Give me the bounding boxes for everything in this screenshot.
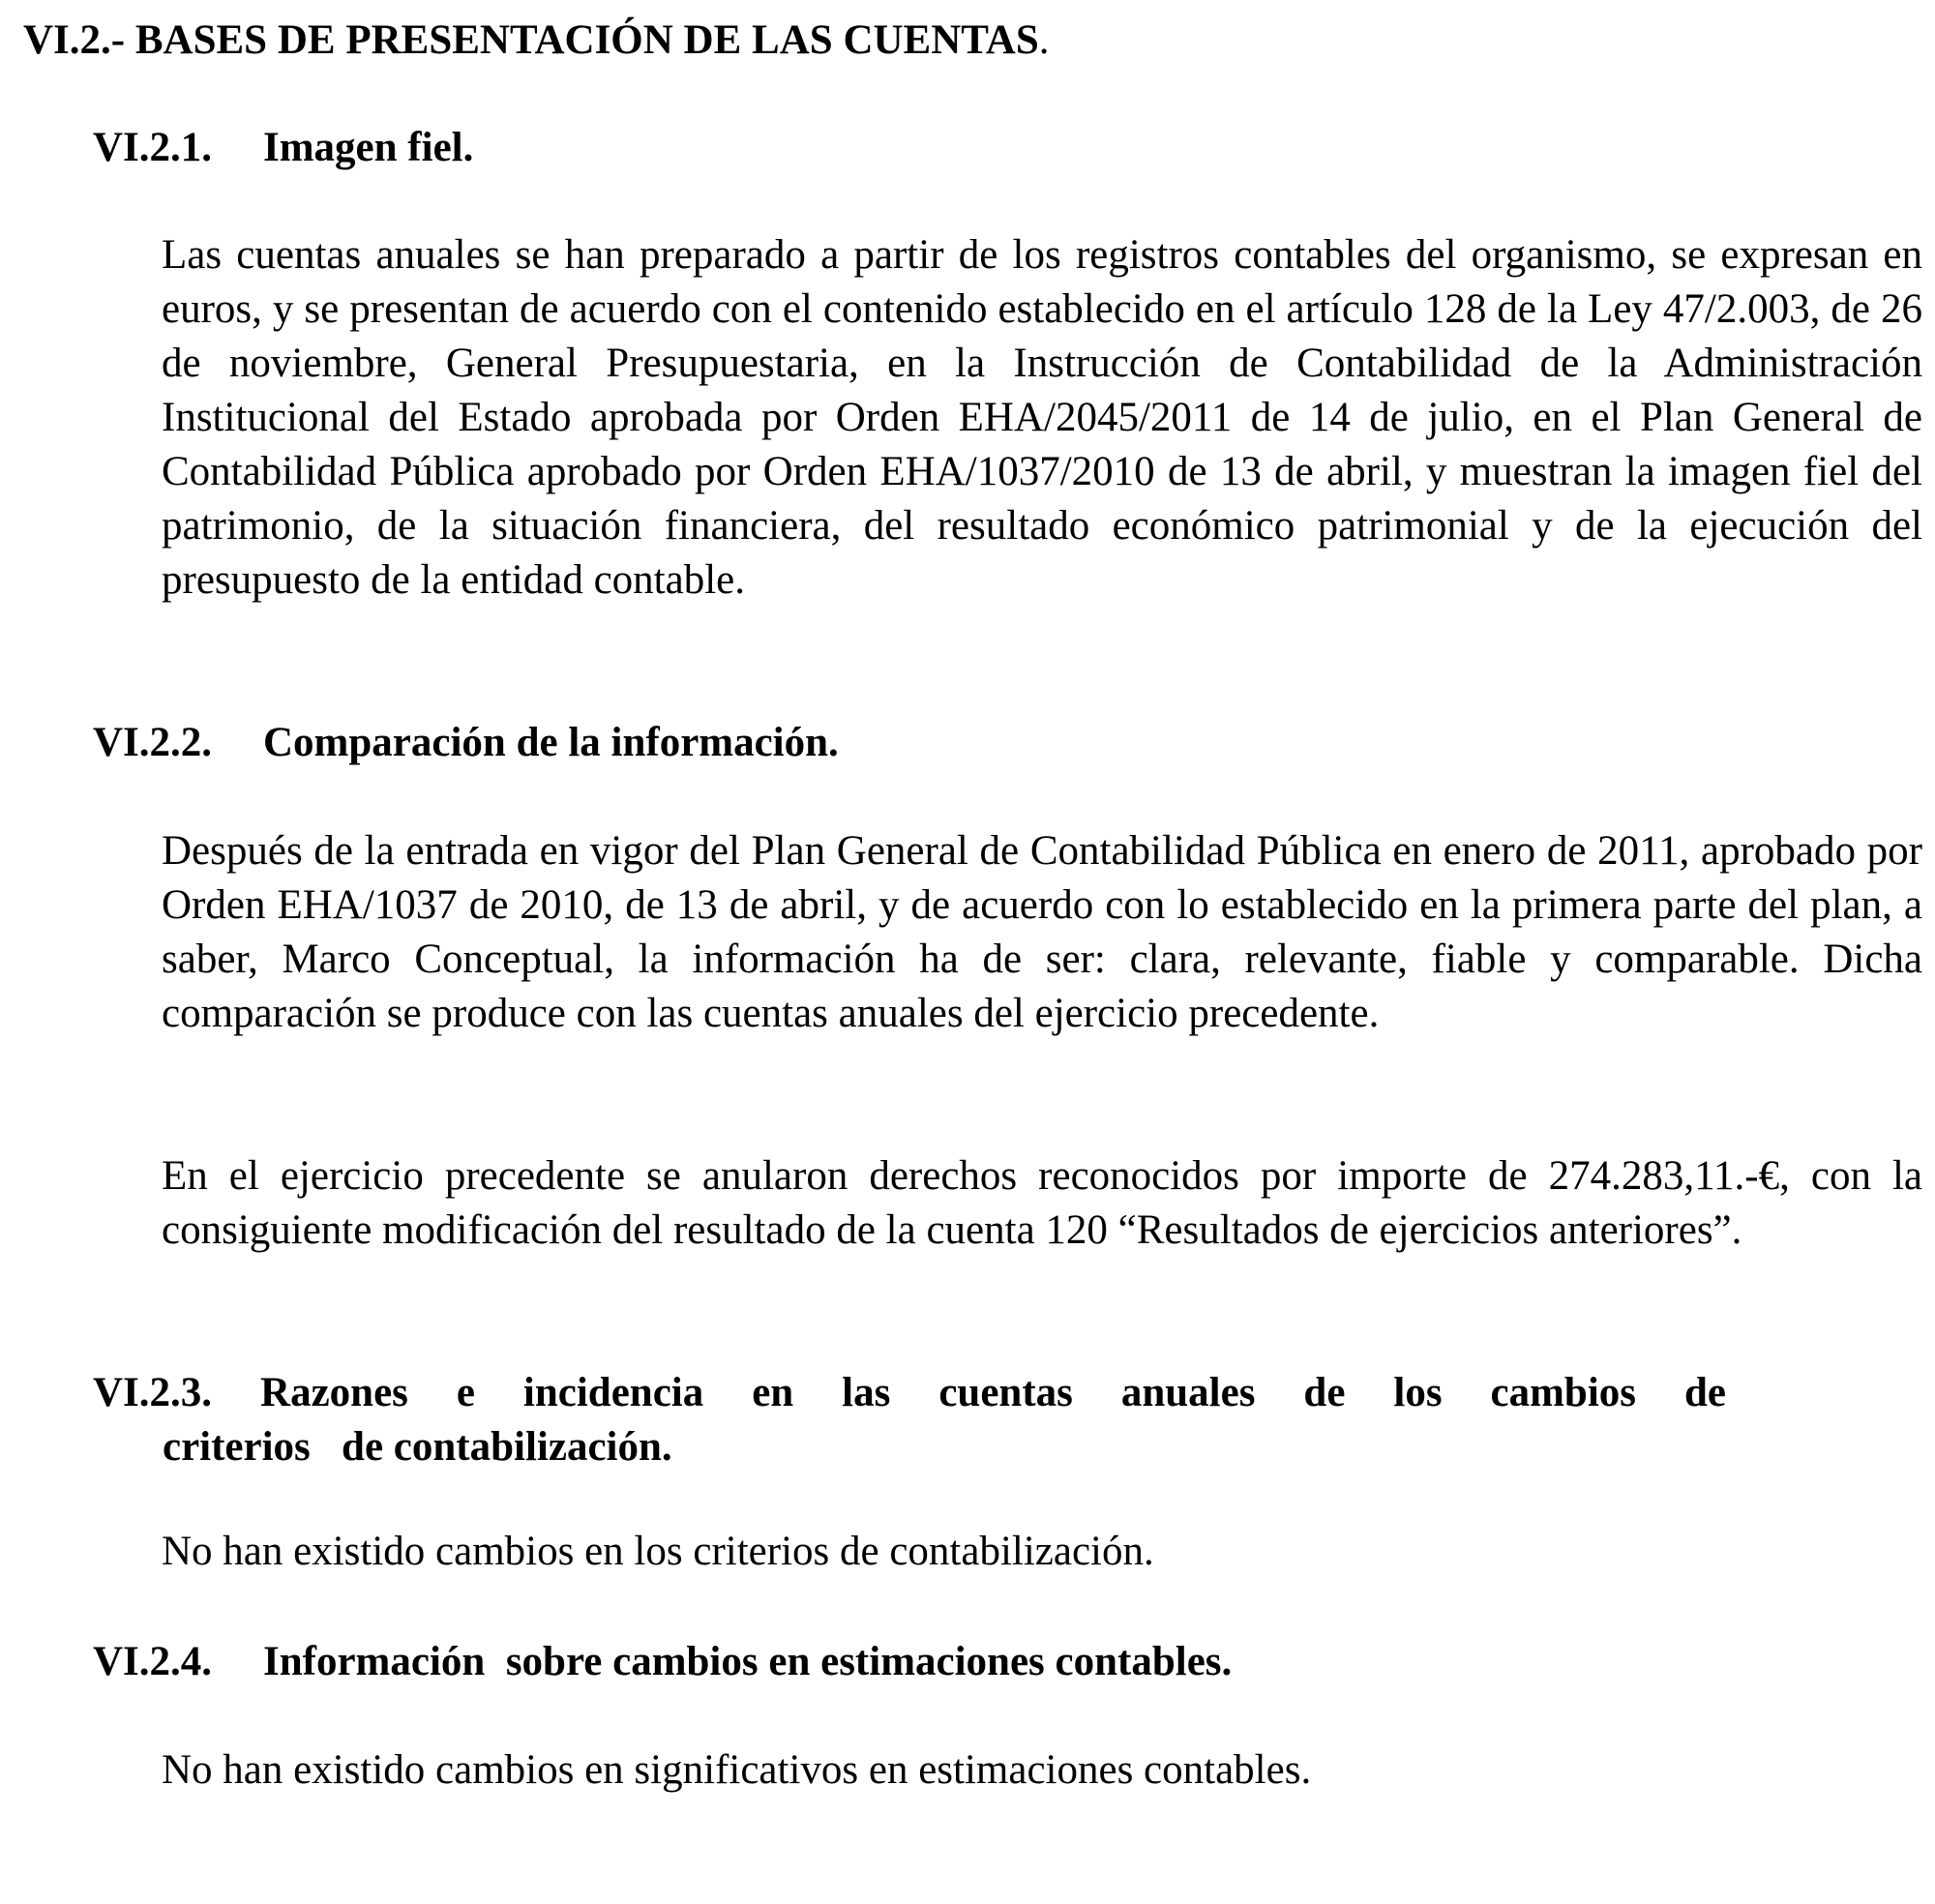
- section-heading-text: Información sobre cambios en estimaciones contables.: [263, 1639, 1233, 1684]
- section-heading-text: Razones e incidencia en las cuentas anuales de los cambios de: [260, 1370, 1726, 1415]
- paragraph-comparacion-1: Después de la entrada en vigor del Plan General de Contabilidad Pública en enero de 2011, aprobado por Orden EHA/1037 de 2010, de 13 de abril, y de acuerdo con lo establecido en la primera parte del plan, a saber, Marco Conceptual, la información ha de ser: clara, relevante, fiable y comparable. Dicha comparación se produce con las cuentas anuales del ejercicio precedente.: [162, 828, 1922, 1036]
- section-number: VI.2.3.: [93, 1370, 213, 1415]
- section-heading-text: Imagen fiel.: [263, 125, 474, 170]
- paragraph-estimaciones: No han existido cambios en significativos en estimaciones contables.: [162, 1747, 1312, 1793]
- document-title: [23, 14, 1050, 68]
- section-heading-estimaciones: [93, 1635, 1232, 1689]
- document-title-trailing: .: [1038, 17, 1050, 63]
- document-title-text: VI.2.- BASES DE PRESENTACIÓN DE LAS CUENTAS: [23, 17, 1039, 63]
- section-heading-razones: [93, 1366, 1726, 1474]
- section-number: VI.2.2.: [93, 720, 213, 765]
- section-heading-line-2: criterios de contabilización.: [163, 1424, 672, 1470]
- paragraph-razones: No han existido cambios en los criterios de contabilización.: [162, 1529, 1154, 1574]
- section-heading-comparacion: [93, 716, 839, 770]
- paragraph-imagen-fiel: Las cuentas anuales se han preparado a partir de los registros contables del organismo, se expresan en euros, y se presentan de acuerdo con el contenido establecido en el artículo 128 de la Ley 47/2.003, de 26 de noviembre, General Presupuestaria, en la Instrucción de Contabilidad de la Administración Institucional del Estado aprobada por Orden EHA/2045/2011 de 14 de julio, en el Plan General de Contabilidad Pública aprobado por Orden EHA/1037/2010 de 13 de abril, y muestran la imagen fiel del patrimonio, de la situación financiera, del resultado económico patrimonial y de la ejecución del presupuesto de la entidad contable.: [162, 232, 1922, 603]
- paragraph-comparacion-2: En el ejercicio precedente se anularon derechos reconocidos por importe de 274.283,11.-€, con la consiguiente modificación del resultado de la cuenta 120 “Resultados de ejercicios anteriores”.: [162, 1153, 1922, 1253]
- section-number: VI.2.1.: [93, 125, 213, 170]
- section-heading-imagen-fiel: [93, 121, 473, 175]
- section-number: VI.2.4.: [93, 1639, 213, 1684]
- section-heading-line-1: [93, 1366, 1726, 1420]
- section-heading-text: Comparación de la información.: [263, 720, 839, 765]
